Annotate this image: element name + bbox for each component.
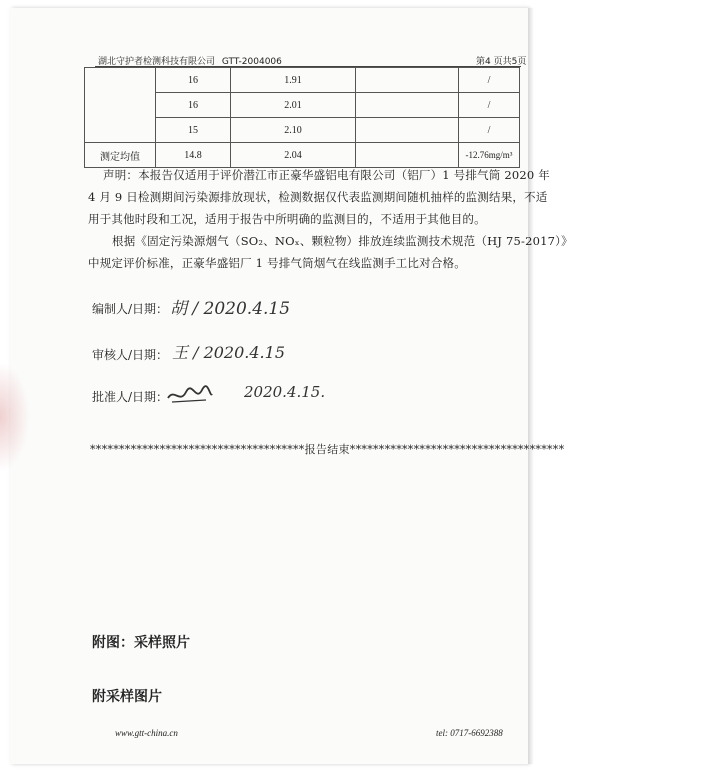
- measurement-table: [84, 67, 520, 168]
- page-number: 第4 页共5页: [476, 57, 527, 67]
- photo-appendix-title: 附图：采样照片: [92, 635, 190, 651]
- statement-paragraph: 声明：本报告仅适用于评价潜江市正豪华盛铝电有限公司（铝厂）1 号排气筒 2020 年 4 月 9 日检测期间污染源排放现状，检测数据仅代表监测期间随机抽样的监测结果，不适 用于其他时段和工况，适用于报告中所明确的监测目的，不适用于其他目的。: [88, 168, 550, 226]
- table-cell: /: [459, 118, 520, 143]
- reviewer-label: 审核人/日期：: [92, 348, 169, 362]
- page-edge-shadow: [528, 8, 534, 764]
- table-cell: 16: [156, 68, 231, 93]
- table-cell: 1.91: [231, 68, 356, 93]
- table-cell: 16: [156, 93, 231, 118]
- table-cell: -12.76mg/m³: [459, 143, 520, 168]
- table-cell: [356, 68, 459, 93]
- report-number: GTT-2004006: [221, 57, 282, 67]
- sampling-images-title: 附采样图片: [92, 689, 162, 705]
- table-cell: [356, 93, 459, 118]
- table-cell: /: [459, 93, 520, 118]
- compiler-label: 编制人/日期：: [92, 302, 169, 316]
- basis-paragraph: 根据《固定污染源烟气（SO₂、NOₓ、颗粒物）排放连续监测技术规范（HJ 75-2017）》 中规定评价标准，正豪华盛铝厂 1 号排气筒烟气在线监测手工比对合格。: [88, 234, 573, 270]
- footer-website: www.gtt-china.cn: [115, 728, 178, 738]
- table-row: [85, 68, 520, 93]
- footer-telephone: tel: 0717-6692388: [436, 728, 503, 738]
- report-end-marker: *************************************报告结束*************************************: [90, 443, 565, 456]
- table-cell: 15: [156, 118, 231, 143]
- table-cell: 2.01: [231, 93, 356, 118]
- table-cell: /: [459, 68, 520, 93]
- table-cell: 14.8: [156, 143, 231, 168]
- red-stamp-fragment: [0, 362, 30, 472]
- table-cell: [356, 118, 459, 143]
- table-cell: 2.10: [231, 118, 356, 143]
- signature-scribble: [166, 384, 214, 406]
- company-name: 湖北守护者检测科技有限公司: [98, 57, 216, 67]
- average-label: 测定均值: [85, 143, 156, 168]
- table-row: [85, 93, 520, 118]
- table-row: [85, 118, 520, 143]
- approver-signature-mark: [166, 384, 214, 410]
- approver-label: 批准人/日期：: [92, 390, 169, 404]
- compiler-signature: 胡 / 2020.4.15: [170, 299, 291, 319]
- reviewer-signature: 王 / 2020.4.15: [172, 343, 285, 362]
- table-cell: 2.04: [231, 143, 356, 168]
- approver-date: 2020.4.15.: [244, 383, 326, 401]
